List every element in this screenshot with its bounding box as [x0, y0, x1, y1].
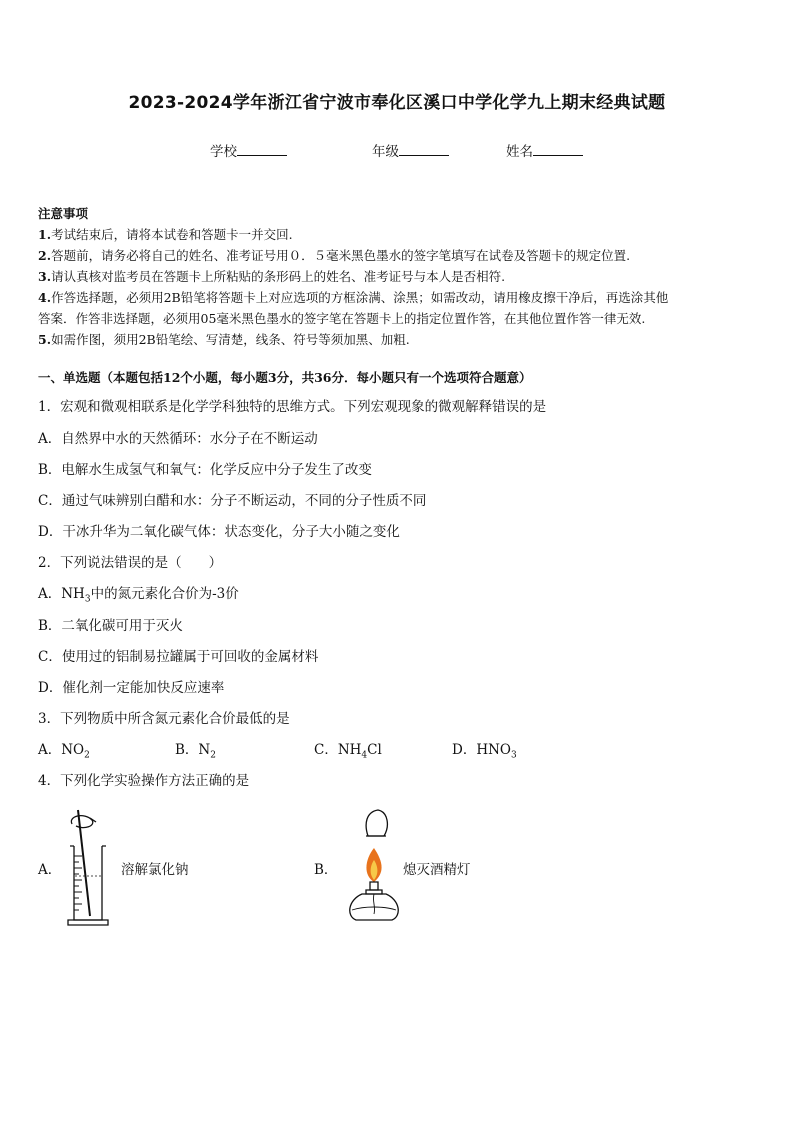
graduated-cylinder-illustration — [62, 804, 118, 928]
q1-option-d[interactable]: D．干冰升华为二氧化碳气体：状态变化，分子大小随之变化 — [38, 524, 400, 540]
note-item: 3.请认真核对监考员在答题卡上所粘贴的条形码上的姓名、准考证号与本人是否相符. — [38, 269, 506, 284]
flame-icon — [366, 848, 381, 882]
q4-option-b-letter[interactable]: B． — [314, 862, 338, 878]
q2-option-a[interactable]: A．$NH_3$中的氮元素化合价为-3价 — [38, 586, 239, 605]
grade-field — [372, 140, 449, 160]
note-item: 答案．作答非选择题，必须用05毫米黑色墨水的签字笔在答题卡上的指定位置作答，在其他位置作答一律无效. — [38, 311, 646, 326]
q2-option-d[interactable]: D．催化剂一定能加快反应速率 — [38, 680, 225, 696]
name-label: 姓名 — [506, 144, 533, 160]
q3-option-b[interactable]: B．$N_2$ — [175, 742, 216, 761]
student-info-fields — [0, 140, 794, 160]
school-label: 学校 — [210, 144, 237, 160]
q3-option-d[interactable]: D．$HNO_3$ — [452, 742, 517, 761]
question-2-stem: 2．下列说法错误的是（ ） — [38, 555, 223, 571]
notes-heading: 注意事项 — [38, 206, 89, 221]
question-4-stem: 4．下列化学实验操作方法正确的是 — [38, 773, 250, 789]
question-1-stem: 1．宏观和微观相联系是化学学科独特的思维方式。下列宏观现象的微观解释错误的是 — [38, 399, 547, 415]
school-field — [210, 140, 287, 160]
note-item: 1.考试结束后，请将本试卷和答题卡一并交回. — [38, 227, 293, 242]
alcohol-lamp-illustration — [340, 806, 400, 926]
note-item: 4.作答选择题，必须用2B铅笔将答题卡上对应选项的方框涂满、涂黑；如需改动，请用橡皮擦干净后，再选涂其他 — [38, 290, 669, 305]
q1-option-a[interactable]: A．自然界中水的天然循环：水分子在不断运动 — [38, 431, 318, 447]
q1-option-b[interactable]: B．电解水生成氢气和氧气：化学反应中分子发生了改变 — [38, 462, 372, 478]
graduated-cylinder-icon — [68, 810, 108, 925]
q4-option-a-caption: 溶解氯化钠 — [121, 862, 189, 878]
page-title: 2023-2024学年浙江省宁波市奉化区溪口中学化学九上期末经典试题 — [128, 93, 666, 113]
note-item: 5.如需作图，须用2B铅笔绘、写清楚，线条、符号等须加黑、加粗. — [38, 332, 410, 347]
q4-option-a-letter[interactable]: A． — [38, 862, 62, 878]
note-item: 2.答题前，请务必将自己的姓名、准考证号用０．５毫米黑色墨水的签字笔填写在试卷及答题卡的规定位置. — [38, 248, 631, 263]
q1-option-c[interactable]: C．通过气味辨别白醋和水：分子不断运动，不同的分子性质不同 — [38, 493, 427, 509]
lamp-cap-icon — [366, 810, 387, 836]
grade-label: 年级 — [372, 144, 399, 160]
q4-option-b-caption: 熄灭酒精灯 — [403, 862, 471, 878]
name-blank[interactable] — [533, 143, 583, 156]
question-3-stem: 3．下列物质中所含氮元素化合价最低的是 — [38, 711, 290, 727]
exam-notes — [38, 203, 760, 350]
q3-option-c[interactable]: C．$NH_4Cl$ — [314, 742, 382, 761]
section-heading: 一、单选题（本题包括12个小题，每小题3分，共36分．每小题只有一个选项符合题意） — [38, 370, 532, 385]
q2-option-b[interactable]: B．二氧化碳可用于灭火 — [38, 618, 183, 634]
grade-blank[interactable] — [399, 143, 449, 156]
q2-option-c[interactable]: C．使用过的铝制易拉罐属于可回收的金属材料 — [38, 649, 319, 665]
q3-option-a[interactable]: A．$NO_2$ — [38, 742, 90, 761]
name-field — [506, 140, 583, 160]
alcohol-lamp-icon — [350, 882, 399, 920]
school-blank[interactable] — [237, 143, 287, 156]
